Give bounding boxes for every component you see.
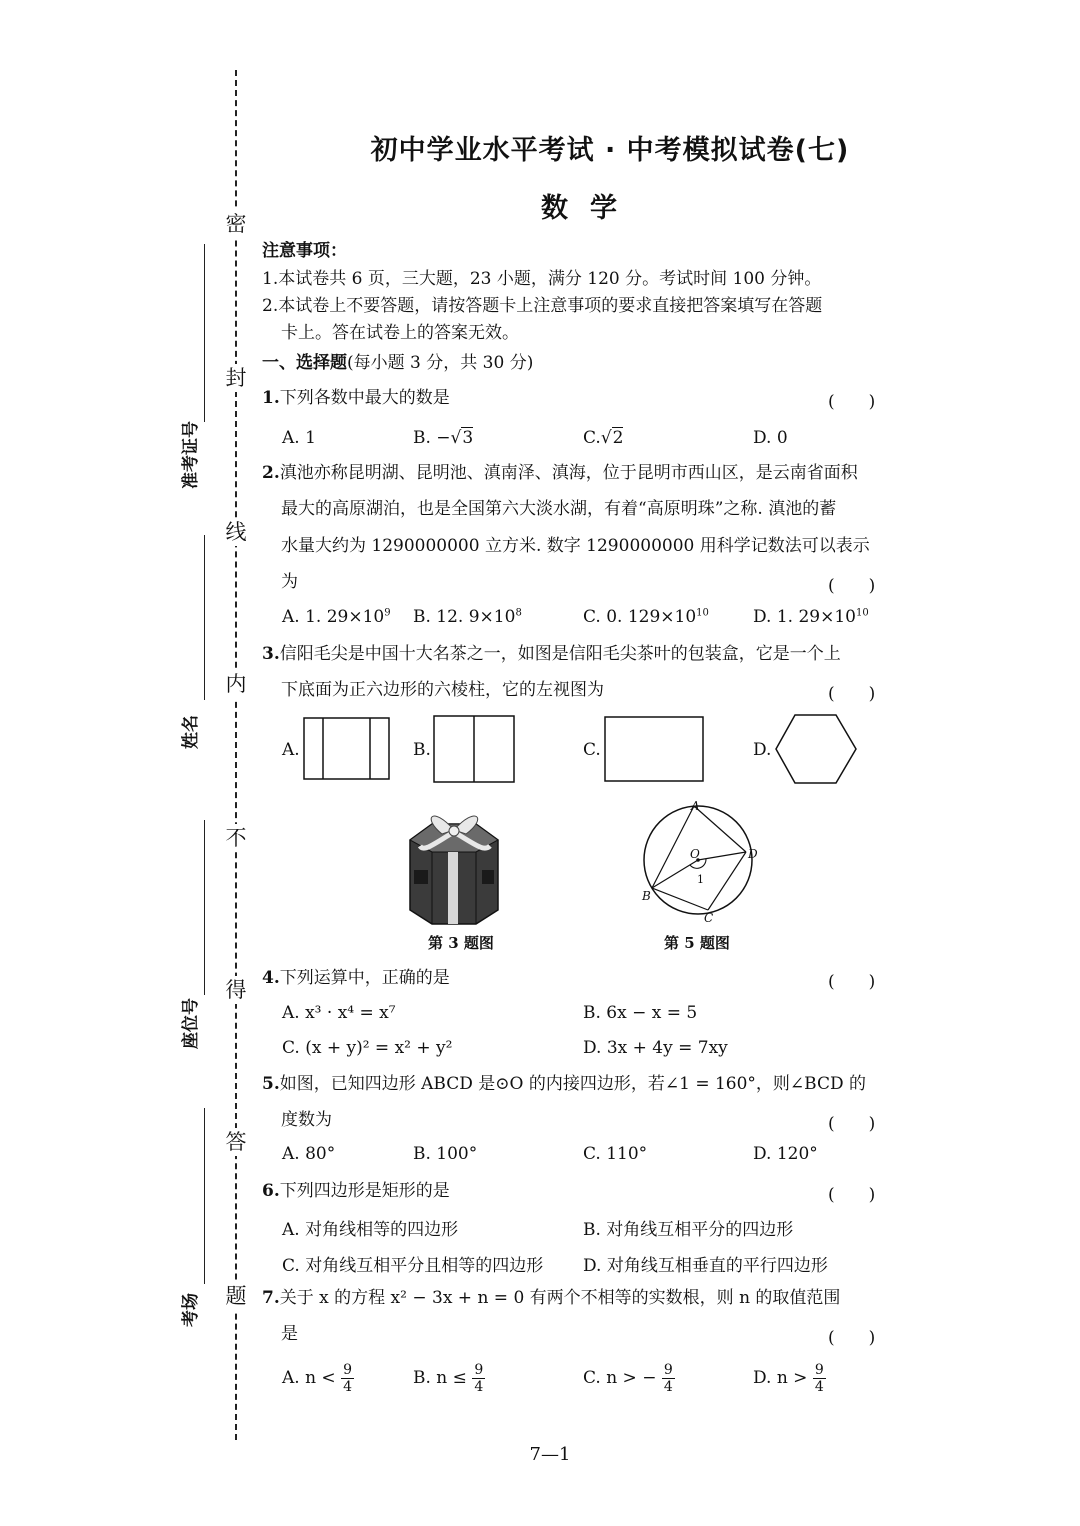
option-a: A. 80°	[282, 1144, 336, 1164]
option-d: D. 0	[753, 428, 788, 448]
option-a: A. 对角线相等的四边形	[282, 1220, 459, 1240]
option-b: B. 100°	[413, 1144, 478, 1164]
answer-paren: ( )	[828, 684, 876, 704]
option-c: C.√2	[583, 428, 624, 448]
seal-char: 得	[222, 976, 250, 1004]
circle-figure	[636, 796, 766, 926]
binding-dashed-line	[235, 70, 237, 1440]
option-c: C. 110°	[583, 1144, 648, 1164]
question-2-line: 水量大约为 1290000000 立方米. 数字 1290000000 用科学记数法可以表示	[281, 536, 870, 556]
page-number: 7—1	[529, 1444, 571, 1465]
field-label-exam-id: 准考证号	[181, 421, 201, 489]
notes-heading: 注意事项：	[262, 241, 347, 261]
caption-fig3: 第 3 题图	[428, 934, 494, 952]
tea-box-illustration	[402, 800, 506, 928]
option-c: C. 对角线互相平分且相等的四边形	[282, 1256, 544, 1276]
option-d-label: D.	[753, 740, 772, 760]
question-6: 6.下列四边形是矩形的是	[262, 1181, 450, 1201]
answer-paren: ( )	[828, 1114, 876, 1134]
option-d: D. 1. $29\times 10^{10}$	[753, 607, 869, 627]
option-b: B. 对角线互相平分的四边形	[583, 1220, 794, 1240]
answer-paren: ( )	[828, 576, 876, 596]
field-label-seat: 座位号	[181, 998, 201, 1049]
question-1: 1.下列各数中最大的数是	[262, 388, 450, 408]
seal-char: 密	[222, 210, 250, 238]
option-c: C. 0. $129\times 10^{10}$	[583, 607, 709, 627]
option-a: A. 1	[282, 428, 316, 448]
option-a-label: A.	[282, 740, 300, 760]
field-line	[204, 244, 205, 422]
answer-paren: ( )	[828, 1328, 876, 1348]
question-3: 3.信阳毛尖是中国十大名茶之一，如图是信阳毛尖茶叶的包装盒，它是一个上	[262, 644, 841, 664]
subject-title: 数学	[541, 193, 639, 224]
option-c: C. (x + y)² = x² + y²	[282, 1038, 453, 1058]
angle-label-1: 1	[697, 873, 704, 886]
notes-line: 2.本试卷上不要答题，请按答题卡上注意事项的要求直接把答案填写在答题	[262, 296, 823, 316]
question-4: 4.下列运算中，正确的是	[262, 968, 450, 988]
seal-char: 答	[222, 1128, 250, 1156]
option-d: D. n > $\frac{9}{4}$	[753, 1362, 824, 1395]
option-b: B. 12. $9\times 10^8$	[413, 607, 522, 627]
option-c-figure	[604, 716, 706, 784]
question-3-line: 下底面为正六边形的六棱柱，它的左视图为	[281, 680, 604, 700]
question-5-line: 度数为	[281, 1110, 332, 1130]
seal-char: 线	[222, 518, 250, 546]
section-heading: 一、选择题(每小题 3 分，共 30 分)	[262, 353, 534, 373]
option-a: A. 1. $29\times 10^9$	[282, 607, 391, 627]
point-label-d: D	[748, 847, 758, 861]
option-d: D. 3x + 4y = 7xy	[583, 1038, 728, 1058]
option-d: D. 对角线互相垂直的平行四边形	[583, 1256, 828, 1276]
point-label-c: C	[704, 911, 714, 925]
point-label-a: A	[691, 799, 700, 813]
option-d: D. 120°	[753, 1144, 818, 1164]
option-a: A. x³ · x⁴ = x⁷	[282, 1003, 396, 1023]
seal-char: 内	[222, 670, 250, 698]
option-b-label: B.	[413, 740, 431, 760]
notes-line: 卡上。答在试卷上的答案无效。	[281, 323, 519, 343]
answer-paren: ( )	[828, 392, 876, 412]
answer-paren: ( )	[828, 1185, 876, 1205]
option-b: B. 6x − x = 5	[583, 1003, 698, 1023]
option-a-figure	[303, 717, 391, 781]
option-d-figure	[774, 713, 858, 785]
option-b-figure	[433, 715, 517, 785]
field-line	[204, 535, 205, 700]
exam-title: 初中学业水平考试 · 中考模拟试卷(七)	[370, 135, 850, 166]
option-a: A. n < $\frac{9}{4}$	[282, 1362, 353, 1395]
question-2-line: 为	[281, 572, 298, 592]
caption-fig5: 第 5 题图	[664, 934, 730, 952]
field-line	[204, 820, 205, 995]
option-b: B. n ≤ $\frac{9}{4}$	[413, 1362, 484, 1395]
question-2: 2.滇池亦称昆明湖、昆明池、滇南泽、滇海，位于昆明市西山区，是云南省面积	[262, 463, 858, 483]
seal-char: 题	[222, 1282, 250, 1310]
question-2-line: 最大的高原湖泊，也是全国第六大淡水湖，有着“高原明珠”之称. 滇池的蓄	[281, 499, 837, 519]
field-label-name: 姓名	[181, 715, 201, 749]
question-5: 5.如图，已知四边形 ABCD 是⊙O 的内接四边形，若∠1 = 160°，则∠BCD 的	[262, 1074, 867, 1094]
field-line	[204, 1108, 205, 1284]
answer-paren: ( )	[828, 972, 876, 992]
seal-char: 不	[222, 824, 250, 852]
option-c: C. n > − $\frac{9}{4}$	[583, 1362, 673, 1395]
field-label-room: 考场	[181, 1293, 201, 1327]
question-7: 7.关于 x 的方程 x² − 3x + n = 0 有两个不相等的实数根，则 n 的取值范围	[262, 1288, 841, 1308]
option-b: B. −√3	[413, 428, 474, 448]
point-label-o: O	[690, 847, 700, 861]
question-7-line: 是	[281, 1324, 298, 1344]
seal-char: 封	[222, 364, 250, 392]
notes-line: 1.本试卷共 6 页，三大题，23 小题，满分 120 分。考试时间 100 分钟。	[262, 269, 822, 289]
option-c-label: C.	[583, 740, 601, 760]
point-label-b: B	[642, 889, 651, 903]
